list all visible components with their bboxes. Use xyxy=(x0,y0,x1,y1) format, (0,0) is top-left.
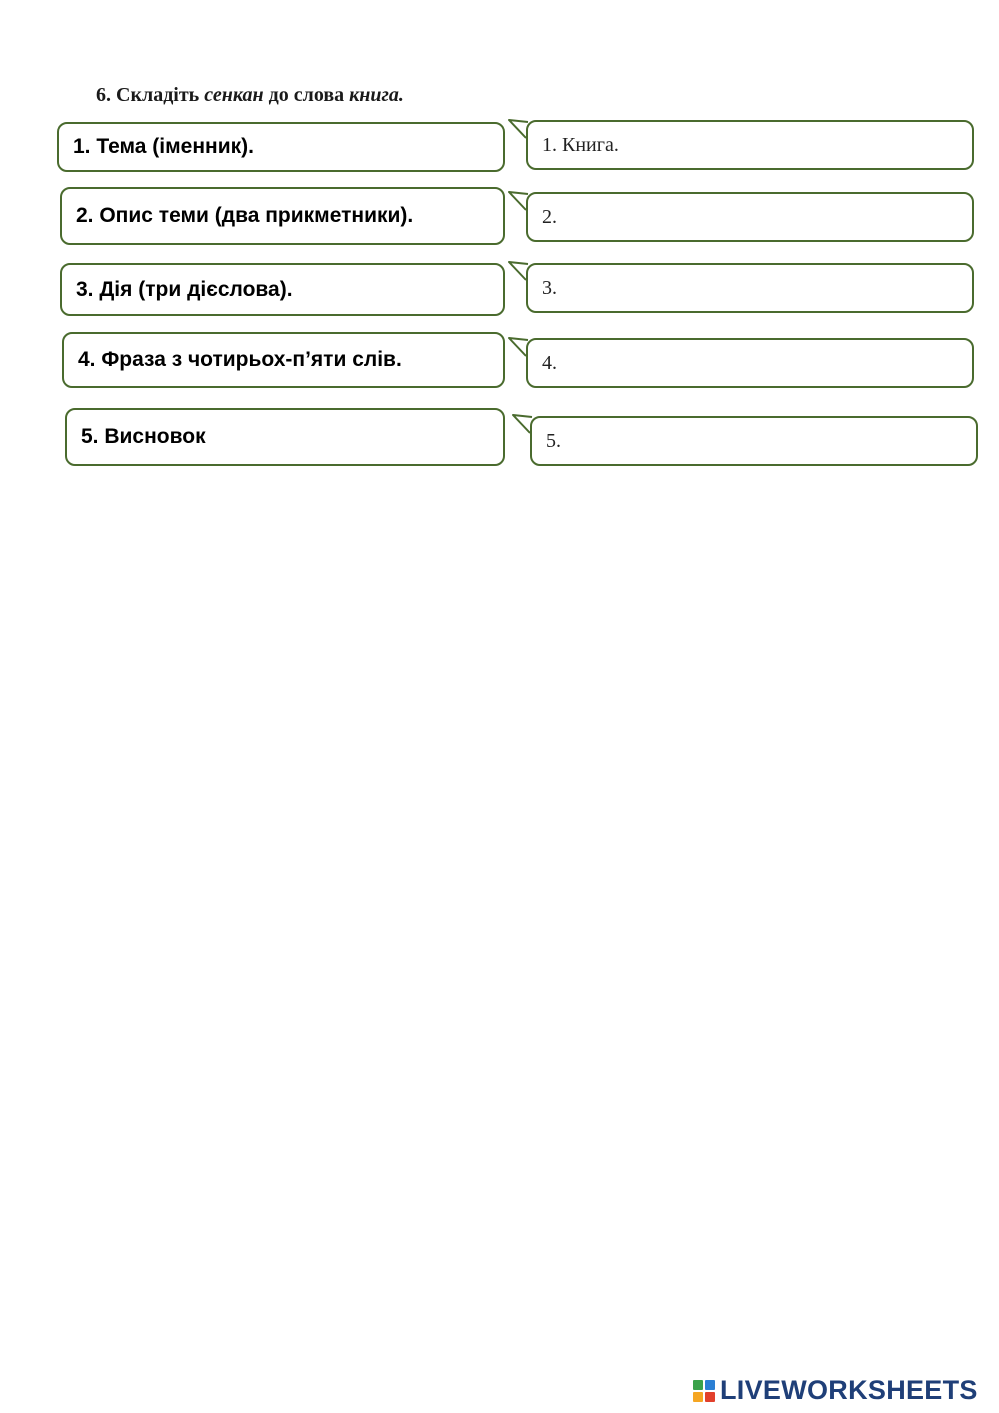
answer-field-1[interactable] xyxy=(526,120,974,170)
liveworksheets-logo-icon xyxy=(692,1379,716,1403)
task-text-italic2: книга. xyxy=(349,84,404,106)
task-text-part2: до слова xyxy=(268,84,345,106)
task-text-italic1: сенкан xyxy=(204,84,264,106)
task-number: 6. xyxy=(96,84,111,106)
prompt-box-2 xyxy=(60,187,505,245)
answer-text-1: 1. Книга. xyxy=(542,133,619,156)
answer-text-3: 3. xyxy=(542,276,557,299)
task-text-part1: Складіть xyxy=(116,84,200,106)
answer-field-5[interactable] xyxy=(530,416,978,466)
answer-field-2[interactable] xyxy=(526,192,974,242)
prompt-label-1: 1. Тема (іменник). xyxy=(73,135,254,158)
answer-text-2: 2. xyxy=(542,205,557,228)
answer-text-4: 4. xyxy=(542,351,557,374)
task-title xyxy=(96,84,404,107)
answer-field-4[interactable] xyxy=(526,338,974,388)
prompt-label-5: 5. Висновок xyxy=(81,425,206,448)
prompt-label-3: 3. Дія (три дієслова). xyxy=(76,277,293,301)
answer-field-3[interactable] xyxy=(526,263,974,313)
liveworksheets-logo[interactable] xyxy=(692,1375,978,1406)
prompt-box-4 xyxy=(62,332,505,388)
logo-text: LIVEWORKSHEETS xyxy=(720,1375,978,1405)
answer-text-5: 5. xyxy=(546,429,561,452)
prompt-label-2: 2. Опис теми (два прикметники). xyxy=(76,204,414,227)
prompt-label-4: 4. Фраза з чотирьох-п’яти слів. xyxy=(78,348,402,371)
prompt-box-3 xyxy=(60,263,505,316)
prompt-box-1 xyxy=(57,122,505,172)
prompt-box-5 xyxy=(65,408,505,466)
